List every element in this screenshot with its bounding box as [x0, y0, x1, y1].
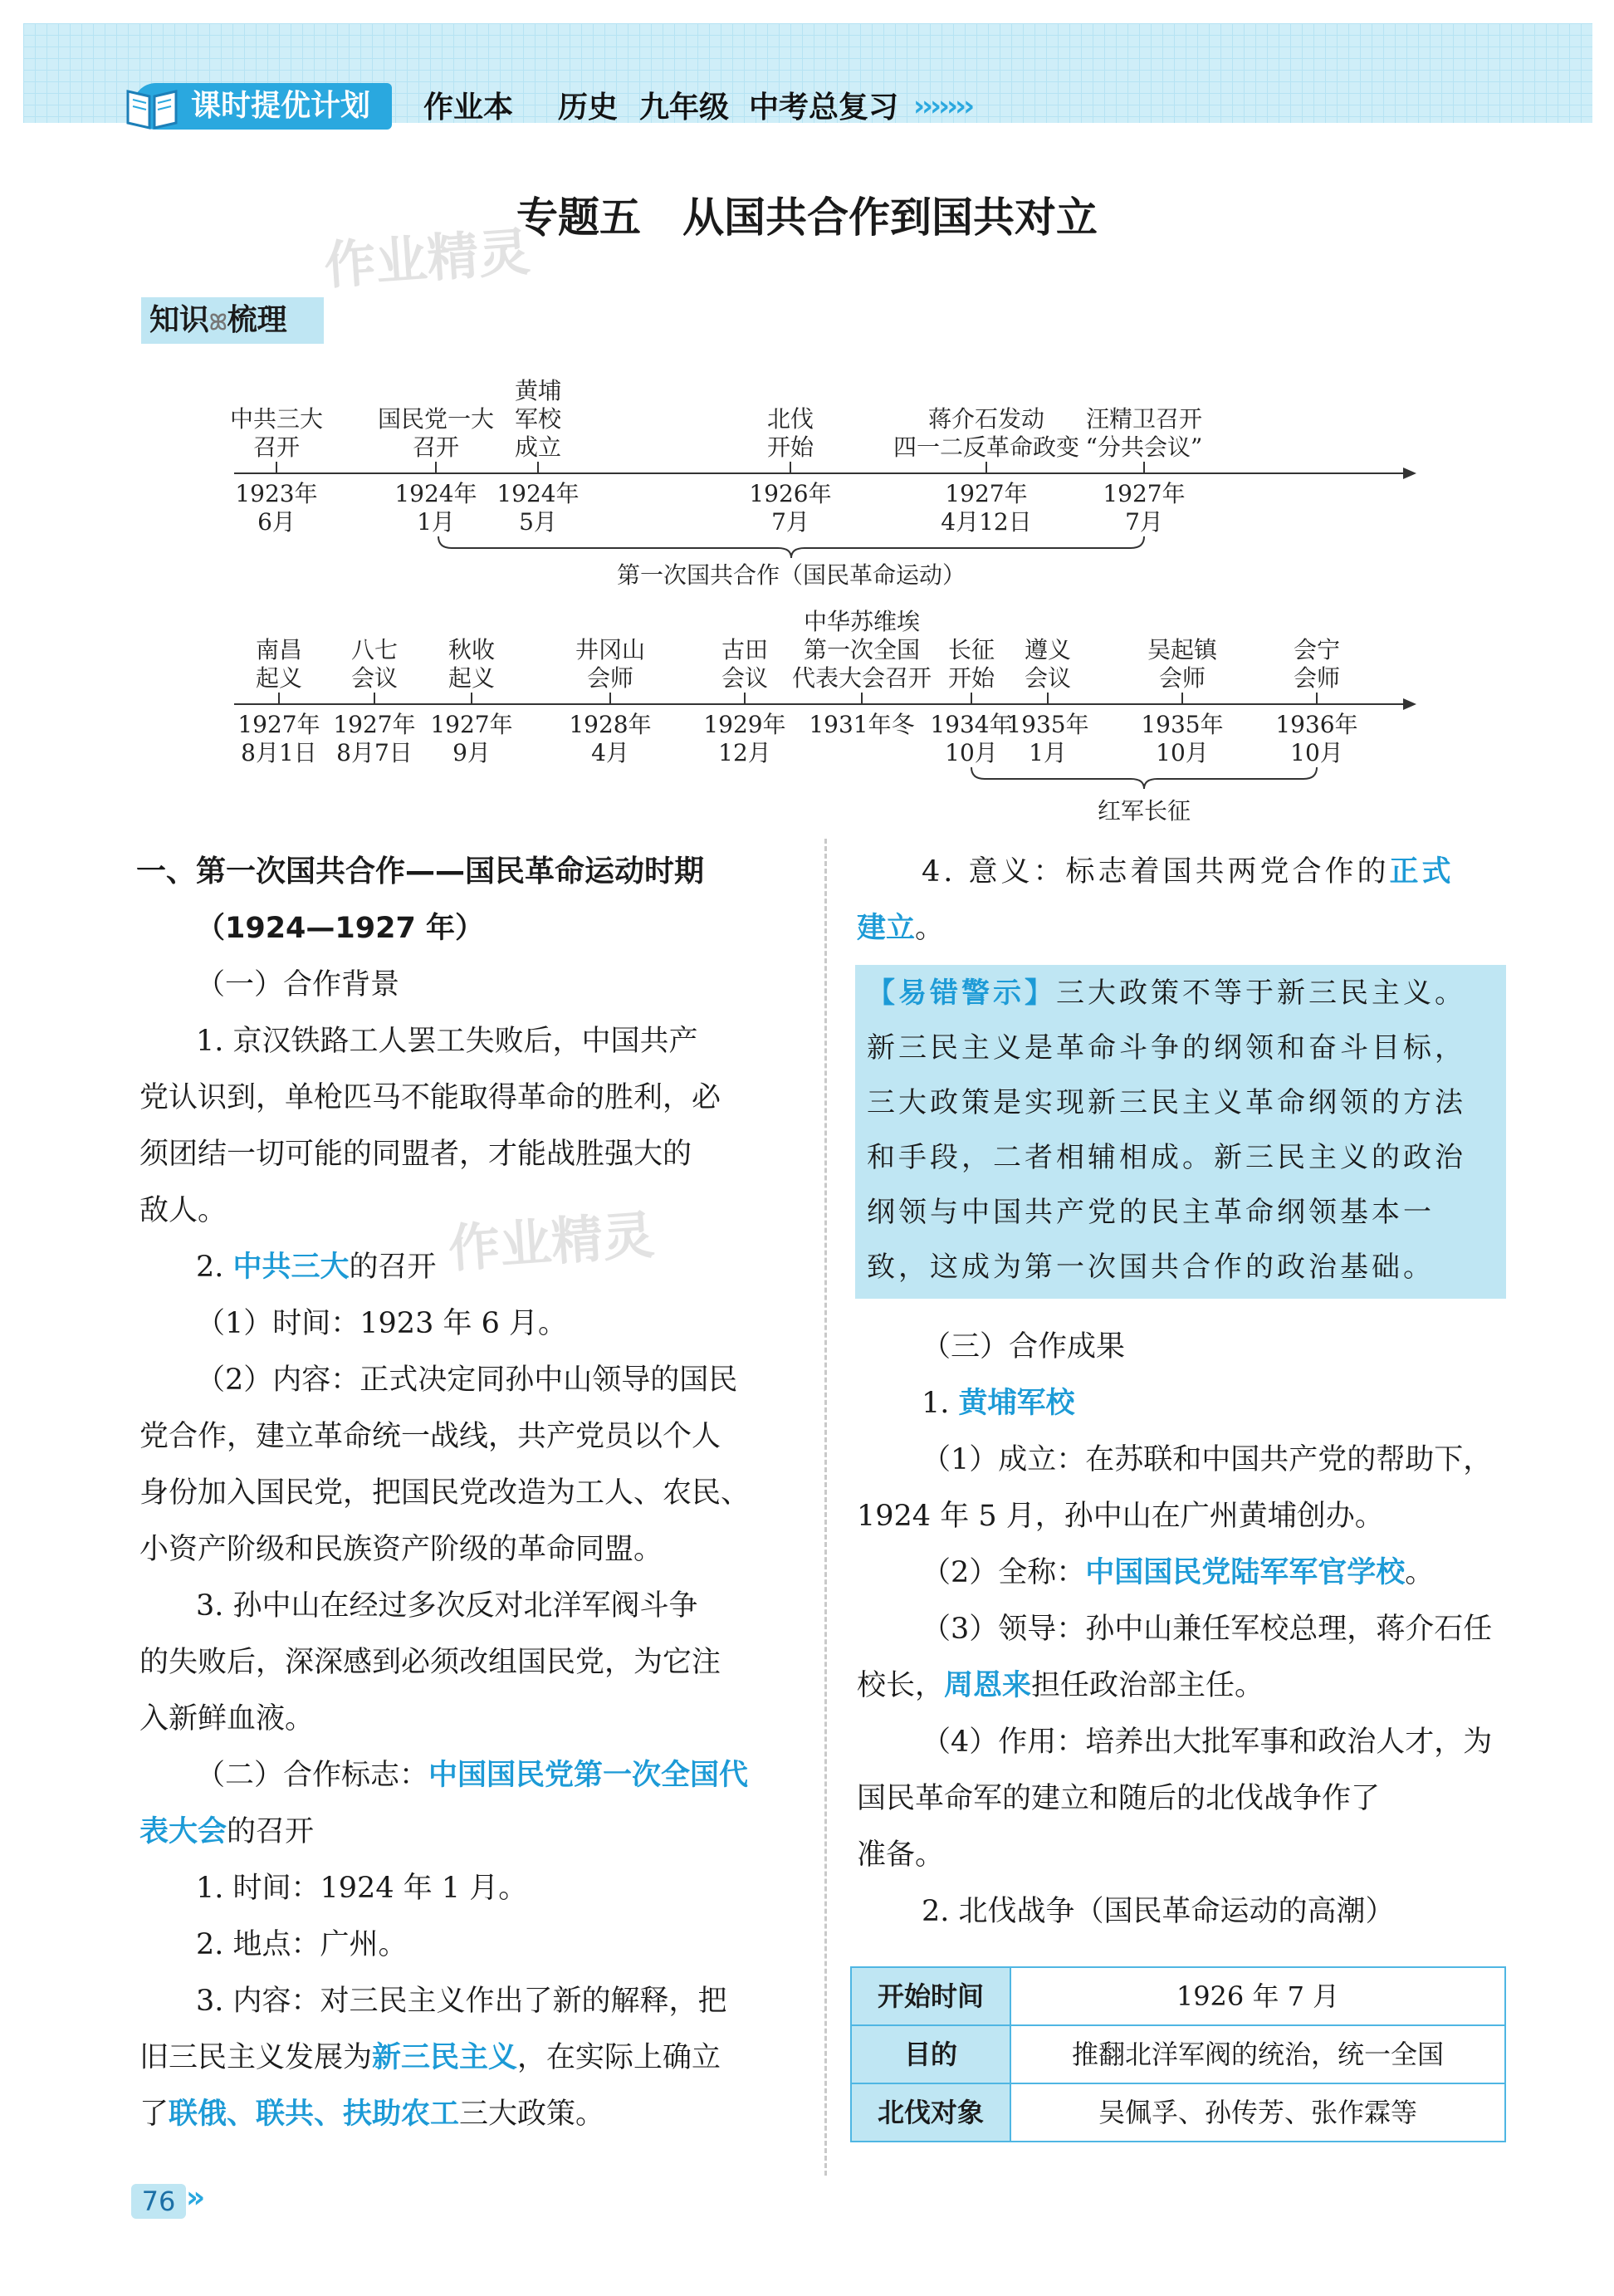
timeline-event-label: 会议: [350, 664, 399, 692]
timeline-event-date: 1927年: [430, 711, 513, 738]
timeline-event-date: 1月: [1029, 739, 1067, 766]
keyword: 中共三大: [232, 1251, 350, 1284]
paragraph-line: 3. 内容：对三民主义作出了新的解释，把: [196, 1985, 727, 2018]
paragraph-line: [922, 1545, 1434, 1601]
table-value: 吴佩孚、孙传芳、张作霖等: [1010, 2083, 1505, 2142]
timeline-long-march: [234, 608, 1416, 825]
keyword: 中国国民党陆军军官学校: [1085, 1556, 1406, 1589]
book-type: 作业本: [423, 91, 514, 125]
paragraph-line: 的失败后，深深感到必须改组国民党，为它注: [139, 1646, 721, 1679]
text: 校长，: [857, 1669, 945, 1702]
timeline-event-date: 7月: [1125, 508, 1163, 536]
sub-heading-background: （一）合作背景: [196, 968, 400, 1001]
timeline-brace: [971, 767, 1317, 789]
paragraph-line: [139, 2086, 604, 2142]
text: 担任政治部主任。: [1031, 1669, 1264, 1702]
paragraph-line: （1）成立：在苏联和中国共产党的帮助下，: [922, 1443, 1493, 1476]
keyword: 黄埔军校: [958, 1387, 1075, 1420]
paragraph-line: 党合作，建立革命统一战线，共产党员以个人: [139, 1420, 721, 1453]
table-key: 目的: [851, 2025, 1010, 2083]
timeline-brace-label: 第一次国共合作（国民革命运动）: [616, 561, 966, 589]
timeline-event-label: 井冈山: [575, 636, 646, 663]
timeline-event-label: 吴起镇: [1147, 636, 1218, 663]
table-row: [851, 2083, 1505, 2142]
timeline-event-date: 10月: [1156, 739, 1209, 766]
paragraph-line: （3）领导：孙中山兼任军校总理，蒋介石任: [922, 1613, 1493, 1646]
paragraph-line: [922, 1375, 1075, 1432]
warning-line: 和手段，二者相辅相成。新三民主义的政治: [867, 1141, 1466, 1174]
paragraph-line: 须团结一切可能的同盟者，才能战胜强大的: [139, 1138, 692, 1171]
warning-line: 新三民主义是革命斗争的纲领和奋斗目标，: [867, 1031, 1466, 1065]
timeline-brace: [438, 536, 1144, 558]
timeline-event-date: 1924年: [394, 480, 477, 507]
paragraph-line: 2. 地点：广州。: [196, 1928, 408, 1961]
warning-line: 纲领与中国共产党的民主革命纲领基本一: [867, 1196, 1435, 1229]
section-badge: [141, 297, 324, 344]
timeline-event-label: 长征: [947, 636, 995, 663]
paragraph-line: 1. 京汉铁路工人罢工失败后，中国共产: [196, 1025, 698, 1058]
timeline-event-date: 1月: [417, 508, 455, 536]
keyword: 中国国民党第一次全国代: [428, 1759, 749, 1792]
timeline-event-date: 1935年: [1141, 711, 1224, 738]
warning-line: 三大政策是实现新三民主义革命纲领的方法: [867, 1086, 1466, 1119]
text: （2）全称：: [922, 1556, 1086, 1589]
timeline-event-label: 中华苏维埃: [803, 608, 921, 635]
timeline-event-label: 北伐: [766, 405, 814, 433]
table-key: 北伐对象: [851, 2083, 1010, 2142]
timeline-event-label: 会宁: [1293, 636, 1341, 663]
warning-line: 致，这成为第一次国共合作的政治基础。: [867, 1251, 1435, 1284]
timeline-event-label: 会师: [1158, 664, 1206, 692]
timeline-event-label: “分共会议”: [1085, 433, 1203, 461]
text: 三大政策不等于新三民主义。: [1056, 977, 1466, 1010]
timeline-event-date: 1936年: [1275, 711, 1358, 738]
table-key: 开始时间: [851, 1967, 1010, 2025]
paragraph-line: 小资产阶级和民族资产阶级的革命同盟。: [139, 1533, 663, 1566]
timeline-brace-label: 红军长征: [1097, 797, 1191, 825]
page-number-chevrons: »: [186, 2181, 201, 2215]
timeline-event-label: 起义: [448, 664, 496, 692]
timeline-arrow-icon: [1403, 698, 1416, 710]
timeline-event-date: 1935年: [1006, 711, 1089, 738]
timeline-event-label: 古田: [721, 636, 769, 663]
timeline-event-date: 4月12日: [941, 508, 1032, 536]
warning-line: [867, 965, 1466, 1021]
timeline-event-date: 7月: [771, 508, 809, 536]
timeline-event-date: 9月: [452, 739, 491, 766]
page-title: 专题五 从国共合作到国共对立: [516, 193, 1098, 242]
text: 的召开: [349, 1251, 437, 1284]
paragraph-line: （1）时间：1923 年 6 月。: [196, 1307, 567, 1340]
timeline-event-label: 国民党一大: [377, 405, 495, 433]
paragraph-line: 入新鲜血液。: [139, 1702, 315, 1735]
text: 。: [1405, 1556, 1435, 1589]
keyword: 正式: [1389, 855, 1455, 889]
timeline-arrow-icon: [1403, 468, 1416, 479]
timeline-event-label: 开始: [766, 433, 814, 461]
text: 2.: [196, 1251, 233, 1284]
text: ，在实际上确立: [517, 2041, 721, 2074]
timeline-event-label: 第一次全国: [803, 636, 921, 663]
timeline-event-label: 蒋介石发动: [927, 405, 1045, 433]
watermark: 作业精灵: [446, 1204, 657, 1280]
timeline-event-label: 黄埔: [514, 377, 562, 404]
timeline-event-label: 南昌: [255, 636, 303, 663]
timeline-event-date: 5月: [519, 508, 557, 536]
paragraph-line: 国民革命军的建立和随后的北伐战争作了: [857, 1782, 1381, 1815]
brand-label: 课时提优计划: [133, 83, 392, 130]
timeline-event-label: 中共三大: [229, 405, 324, 433]
timeline-event-date: 1927年: [237, 711, 320, 738]
timeline-event-date: 6月: [257, 508, 296, 536]
text: （二）合作标志：: [196, 1759, 429, 1792]
column-divider: [824, 839, 827, 2176]
table-value: 1926 年 7 月: [1010, 1967, 1505, 2025]
timeline-event-label: 军校: [514, 405, 562, 433]
open-book-icon: [125, 80, 179, 131]
section-badge-part2: 梳理: [227, 303, 287, 337]
timeline-event-date: 1927年: [333, 711, 416, 738]
paragraph-line: 敌人。: [139, 1194, 227, 1227]
text: 三大政策。: [459, 2098, 605, 2131]
keyword: 周恩来: [944, 1669, 1032, 1702]
paragraph-line: [139, 2029, 721, 2086]
timeline-event-label: 开始: [947, 664, 995, 692]
table-row: [851, 2025, 1505, 2083]
table-value: 推翻北洋军阀的统治，统一全国: [1010, 2025, 1505, 2083]
text: 的召开: [227, 1815, 315, 1848]
text: 1.: [922, 1387, 959, 1420]
paragraph-line: [139, 1804, 314, 1860]
timeline-event-label: 召开: [412, 433, 460, 461]
warning-tag: 【易错警示】: [867, 977, 1056, 1010]
timeline-event-date: 1924年: [496, 480, 580, 507]
badge-separator: ꕤ: [209, 311, 227, 335]
paragraph-line: 1. 时间：1924 年 1 月。: [196, 1872, 528, 1905]
timeline-event-date: 4月: [591, 739, 629, 766]
paragraph-line: 党认识到，单枪匹马不能取得革命的胜利，必: [139, 1081, 721, 1114]
paragraph-line: [857, 900, 944, 957]
warning-box: [855, 965, 1506, 1299]
northern-expedition-table: [850, 1966, 1506, 2142]
paragraph-line: [196, 1239, 437, 1295]
paragraph-line: 3. 孙中山在经过多次反对北洋军阀斗争: [196, 1589, 698, 1623]
paragraph-line: 1924 年 5 月，孙中山在广州黄埔创办。: [857, 1500, 1384, 1533]
timeline-event-date: 1926年: [749, 480, 832, 507]
timeline-event-label: 秋收: [448, 636, 496, 663]
timeline-event-label: 会议: [1024, 664, 1072, 692]
timeline-event-date: 1934年: [930, 711, 1013, 738]
timeline-event-label: 汪精卫召开: [1085, 405, 1203, 433]
timeline-event-date: 10月: [1290, 739, 1343, 766]
heading-years: （1924—1927 年）: [196, 912, 485, 945]
timeline-event-date: 1929年: [703, 711, 786, 738]
timeline-event-label: 八七: [350, 636, 399, 663]
text: 。: [915, 912, 945, 945]
paragraph-line: [922, 844, 1455, 900]
timeline-event-label: 起义: [255, 664, 303, 692]
keyword: 联俄、联共、扶助农工: [169, 2098, 460, 2131]
paragraph-line: 2. 北伐战争（国民革命运动的高潮）: [922, 1895, 1395, 1928]
text: 了: [139, 2098, 169, 2131]
keyword: 表大会: [139, 1815, 227, 1848]
series: 中考总复习: [749, 91, 899, 125]
timeline-event-date: 1927年: [945, 480, 1028, 507]
paragraph-line: 身份加入国民党，把国民党改造为工人、农民、: [139, 1476, 751, 1510]
text: 旧三民主义发展为: [139, 2041, 373, 2074]
paragraph-line: 准备。: [857, 1838, 945, 1872]
watermark: 作业精灵: [322, 221, 532, 296]
heading-first-cooperation: 一、第一次国共合作——国民革命运动时期: [136, 854, 705, 889]
timeline-event-date: 1928年: [569, 711, 652, 738]
timeline-event-date: 8月1日: [241, 739, 317, 766]
timeline-event-label: 代表大会召开: [791, 664, 932, 692]
timeline-event-label: 成立: [514, 433, 562, 461]
timeline-event-date: 1931年冬: [809, 711, 915, 738]
section-badge-part1: 知识: [149, 303, 210, 337]
keyword: 建立: [857, 912, 916, 945]
timeline-event-label: 四一二反革命政变: [893, 433, 1080, 461]
grade: 九年级: [639, 91, 730, 125]
paragraph-line: （2）内容：正式决定同孙中山领导的国民: [196, 1363, 738, 1397]
timeline-event-date: 1923年: [235, 480, 318, 507]
timeline-event-date: 12月: [718, 739, 771, 766]
timeline-first-cooperation: [230, 377, 1416, 589]
header-chevrons: ›››››››: [913, 90, 972, 123]
table-row: [851, 1967, 1505, 2025]
timeline-event-label: 遵义: [1024, 636, 1072, 663]
paragraph-line: （4）作用：培养出大批军事和政治人才，为: [922, 1726, 1493, 1759]
page-number: 76: [131, 2184, 186, 2219]
text: 4. 意义：标志着国共两党合作的: [922, 855, 1390, 889]
timeline-figure: [0, 357, 1614, 839]
sub-heading-results: （三）合作成果: [922, 1330, 1126, 1363]
paragraph-line: [857, 1657, 1264, 1714]
timeline-event-label: 会议: [721, 664, 769, 692]
timeline-event-label: 召开: [252, 433, 301, 461]
subject: 历史: [558, 91, 619, 125]
timeline-event-label: 会师: [1293, 664, 1341, 692]
keyword: 新三民主义: [372, 2041, 518, 2074]
timeline-event-date: 1927年: [1103, 480, 1186, 507]
timeline-event-date: 8月7日: [336, 739, 413, 766]
timeline-event-label: 会师: [586, 664, 634, 692]
timeline-event-date: 10月: [945, 739, 998, 766]
paragraph-line: [196, 1747, 748, 1804]
